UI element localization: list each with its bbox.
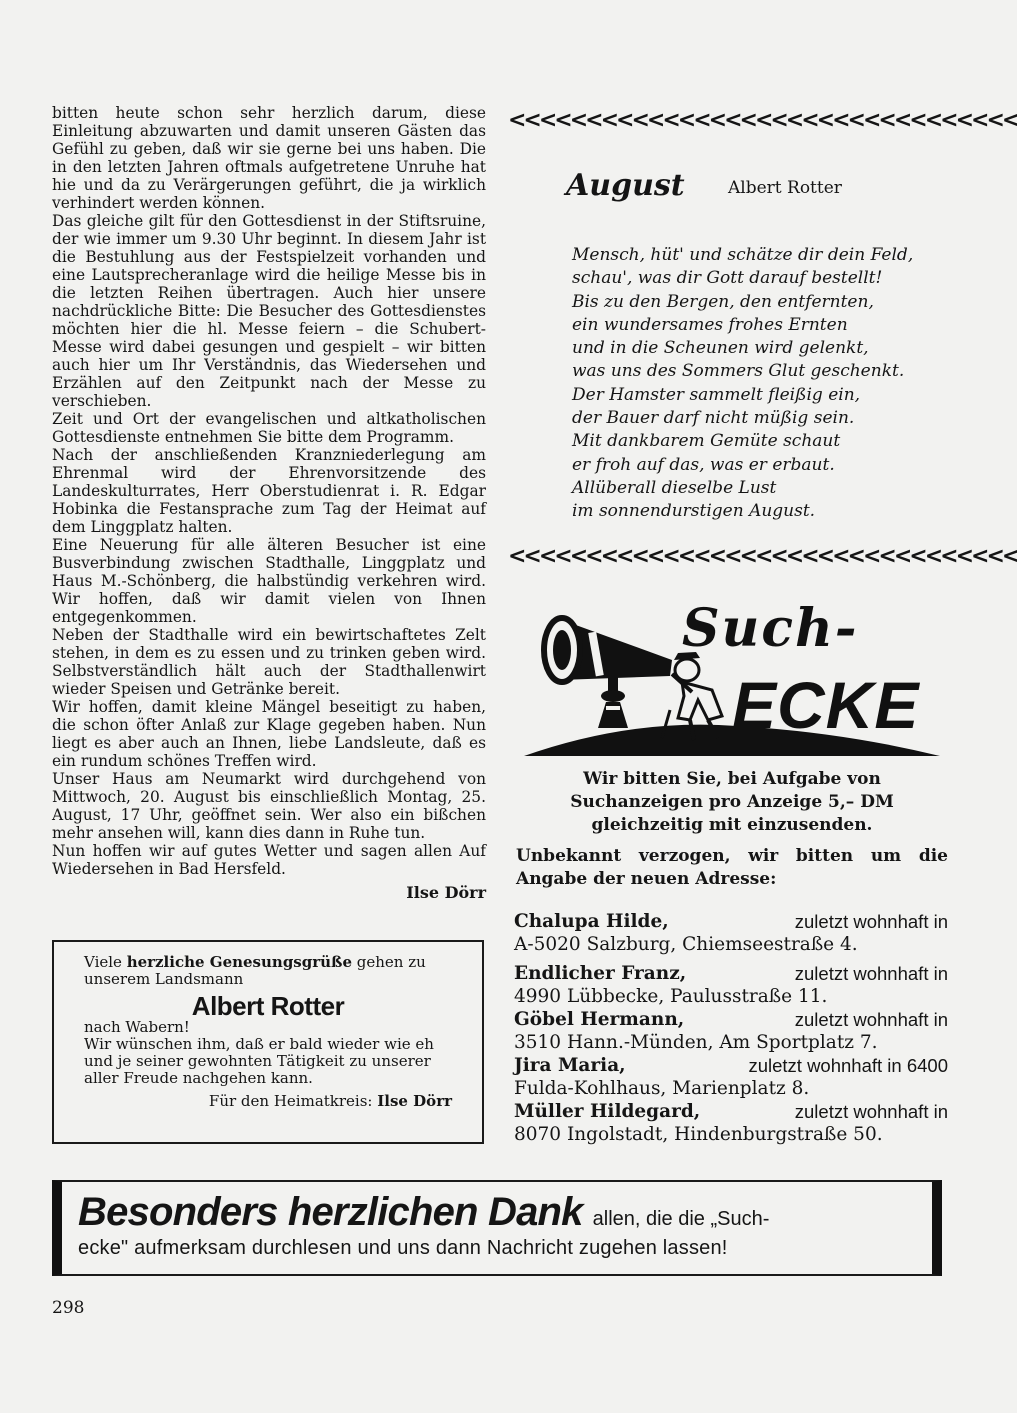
such-ecke-fee-notice: Wir bitten Sie, bei Aufgabe von Suchanzeigen pro Anzeige 5,– DM gleichzeitig mit einzusenden.: [570, 769, 894, 835]
poem-line: schau', was dir Gott darauf bestellt!: [572, 268, 883, 289]
entry-name: Chalupa Hilde,: [514, 911, 669, 932]
article-paragraph: Nach der anschließenden Kranzniederlegung am Ehrenmal wird der Ehrenvorsitzende des Landeskulturrates, Herr Oberstudienrat i. R. Edgar Hobinka die Festansprache zum Tag der Heimat auf dem Linggplatz halten.: [52, 446, 486, 536]
poem-line: Bis zu den Bergen, den entfernten,: [572, 291, 874, 312]
ornament-divider-middle: <<<<<<<<<<<<<<<<<<<<<<<<<<<<<<<<<: [508, 544, 1017, 569]
poem-text: [572, 244, 952, 524]
greeting-wish: Wir wünschen ihm, daß er bald wieder wie eh und je seiner gewohnten Tätigkeit zu unserer aller Freude nachgehen kann.: [84, 1035, 434, 1087]
search-entry: [514, 910, 948, 956]
entry-status: zuletzt wohnhaft in 6400: [748, 1055, 948, 1076]
article-paragraph: Eine Neuerung für alle älteren Besucher ist eine Busverbindung zwischen Stadthalle, Linggplatz und Haus M.-Schönberg, die halbstündig verkehren wird. Wir hoffen, daß wir damit vielen von Ihnen entgegenkommen.: [52, 536, 486, 626]
page-number: 298: [52, 1298, 85, 1318]
thanks-headline-line: [78, 1190, 918, 1235]
entry-status: zuletzt wohnhaft in: [794, 1101, 948, 1122]
greeting-box: [52, 940, 484, 1144]
such-ecke-logo: [522, 598, 952, 760]
such-ecke-notice-block: [516, 768, 948, 891]
logo-word-such: Such-: [682, 598, 859, 659]
entry-address: 3510 Hann.-Münden, Am Sportplatz 7.: [514, 1032, 878, 1053]
article-paragraph: Zeit und Ort der evangelischen und altkatholischen Gottesdienste entnehmen Sie bitte dem Programm.: [52, 410, 486, 446]
entry-name: Endlicher Franz,: [514, 963, 687, 984]
article-paragraph: Nun hoffen wir auf gutes Wetter und sagen allen Auf Wiedersehen in Bad Hersfeld.: [52, 842, 486, 878]
poem-author: Albert Rotter: [728, 178, 842, 198]
article-paragraph: Das gleiche gilt für den Gottesdienst in der Stiftsruine, der wie immer um 9.30 Uhr beginnt. In diesem Jahr ist die Bestuhlung aus der Festspielzeit vorhanden und eine Lautsprecheranlage wird die heilige Messe bis in die letzten Reihen übertragen. Auch hier unsere nachdrückliche Bitte: Die Besucher des Gottesdienstes möchten hier die hl. Messe feiern – die Schubert-Messe wird dabei gesungen und gespielt – wir bitten auch hier um Ihr Verständnis, das Wiedersehen und Erzählen auf den Zeitpunkt nach der Messe zu verschieben.: [52, 212, 486, 410]
entry-address: 8070 Ingolstadt, Hindenburgstraße 50.: [514, 1124, 883, 1145]
poem-line: und in die Scheunen wird gelenkt,: [572, 338, 869, 359]
greeting-intro-bold: herzliche Genesungsgrüße: [126, 953, 352, 971]
article-paragraph: bitten heute schon sehr herzlich darum, diese Einleitung abzuwarten und damit unseren Gästen das Gefühl zu geben, daß wir sie gerne bei uns haben. Die in den letzten Jahren oftmals aufgetretene Unruhe hat hie und da zu Verärgerungen geführt, die ja wirklich verhindert werden können.: [52, 104, 486, 212]
thanks-text-start: allen, die die „Such-: [592, 1208, 770, 1230]
poem-line: Mit dankbarem Gemüte schaut: [572, 431, 841, 452]
article-paragraph: Unser Haus am Neumarkt wird durchgehend von Mittwoch, 20. August bis einschließlich Montag, 25. August, 17 Uhr, geöffnet sein. Wer also ein bißchen mehr ansehen will, kann dies dann in Ruhe tun.: [52, 770, 486, 842]
poem-line: Allüberall dieselbe Lust: [572, 477, 777, 498]
search-entries-list: [514, 910, 948, 1152]
search-entry: [514, 1100, 948, 1146]
entry-name: Jira Maria,: [514, 1055, 626, 1076]
search-entry: [514, 1054, 948, 1100]
entry-status: zuletzt wohnhaft in: [794, 911, 948, 932]
entry-name: Müller Hildegard,: [514, 1101, 701, 1122]
poem-line: Der Hamster sammelt fleißig ein,: [572, 384, 861, 405]
entry-name: Göbel Hermann,: [514, 1009, 685, 1030]
greeting-intro: [84, 954, 452, 988]
greeting-intro-prefix: Viele: [84, 953, 127, 971]
article-signature: Ilse Dörr: [406, 883, 486, 902]
article-text-column: [52, 104, 486, 902]
greeting-destination: nach Wabern!: [84, 1018, 190, 1036]
logo-word-ecke: ECKE: [732, 668, 920, 742]
telescope-icon: [544, 618, 672, 728]
article-paragraph: Wir hoffen, damit kleine Mängel beseitigt zu haben, die schon öfter Anlaß zur Klage gegeben haben. Nun liegt es aber auch an Ihnen, liebe Landsleute, daß es ein rundum schönes Treffen wird.: [52, 698, 486, 770]
poem-line: der Bauer darf nicht müßig sein.: [572, 408, 855, 429]
unknown-address-heading: Unbekannt verzogen, wir bitten um die Angabe der neuen Adresse:: [516, 846, 948, 889]
search-entry: [514, 962, 948, 1008]
thanks-title: Besonders herzlichen Dank: [78, 1190, 583, 1234]
entry-status: zuletzt wohnhaft in: [794, 1009, 948, 1030]
search-entry: [514, 1008, 948, 1054]
poem-title: August: [566, 168, 685, 203]
poem-line: was uns des Sommers Glut geschenkt.: [572, 361, 905, 382]
poem-line: Mensch, hüt' und schätze dir dein Feld,: [572, 245, 914, 265]
greeting-signature-name: Ilse Dörr: [377, 1092, 452, 1110]
greeting-intro-suffix: gehen zu unserem Landsmann: [84, 953, 426, 988]
article-paragraph: Neben der Stadthalle wird ein bewirtschaftetes Zelt stehen, in dem es zu essen und zu trinken geben wird. Selbstverständlich hält auch der Stadthallenwirt wieder Speisen und Getränke bereit.: [52, 626, 486, 698]
entry-status: zuletzt wohnhaft in: [794, 963, 948, 984]
thanks-text-end: ecke" aufmerksam durchlesen und uns dann Nachricht zugehen lassen!: [78, 1237, 728, 1259]
entry-address: A-5020 Salzburg, Chiemseestraße 4.: [514, 934, 858, 955]
thanks-box: [52, 1180, 942, 1276]
greeting-recipient-name: Albert Rotter: [191, 991, 345, 1021]
poem-line: ein wundersames frohes Ernten: [572, 314, 848, 335]
greeting-signature-prefix: Für den Heimatkreis:: [208, 1092, 378, 1110]
ornament-divider-top: <<<<<<<<<<<<<<<<<<<<<<<<<<<<<<<<<: [508, 108, 1017, 133]
entry-address: Fulda-Kohlhaus, Marienplatz 8.: [514, 1078, 810, 1099]
greeting-signature: [84, 1093, 452, 1110]
poem-line: er froh auf das, was er erbaut.: [572, 454, 835, 475]
entry-address: 4990 Lübbecke, Paulusstraße 11.: [514, 986, 828, 1007]
poem-line: im sonnendurstigen August.: [572, 501, 816, 522]
